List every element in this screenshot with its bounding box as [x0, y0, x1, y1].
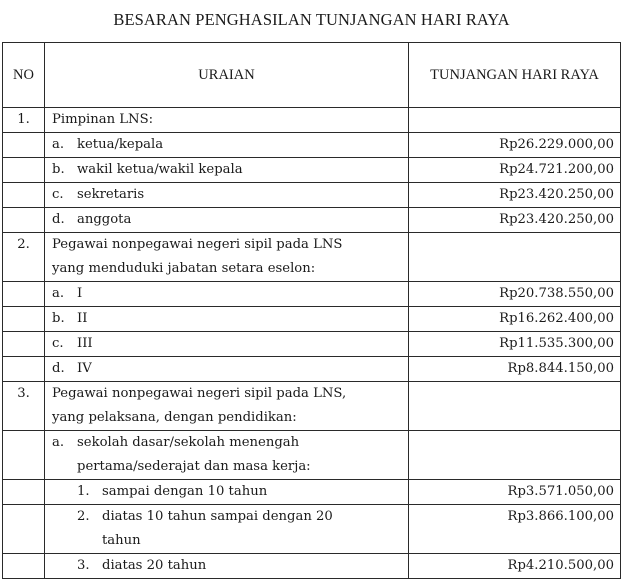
item-text: sekolah dasar/sekolah menengah pertama/sederajat dan masa kerja:: [77, 435, 311, 474]
row-value: Rp16.262.400,00: [409, 307, 621, 332]
row-value: Rp8.844.150,00: [409, 357, 621, 382]
row-description: Pimpinan LNS:: [45, 108, 409, 133]
item-marker: c.: [52, 187, 64, 202]
row-value: Rp23.420.250,00: [409, 183, 621, 208]
item-marker: b.: [52, 162, 65, 177]
row-value: [409, 233, 621, 282]
item-text: sekretaris: [77, 187, 145, 202]
row-value: [409, 382, 621, 431]
row-number: [3, 133, 45, 158]
table-row: [3, 108, 621, 133]
header-no: NO: [3, 43, 45, 108]
row-value: Rp26.229.000,00: [409, 133, 621, 158]
row-value: [409, 108, 621, 133]
row-number: 3.: [3, 382, 45, 431]
table-row: [3, 183, 621, 208]
row-number: [3, 282, 45, 307]
item-text: I: [77, 286, 83, 301]
item-marker: 1.: [77, 484, 90, 499]
table-row: [3, 158, 621, 183]
row-number: [3, 357, 45, 382]
row-value: Rp4.210.500,00: [409, 554, 621, 579]
row-description: [45, 357, 409, 382]
row-number: [3, 505, 45, 554]
row-description: [45, 158, 409, 183]
row-value: Rp11.535.300,00: [409, 332, 621, 357]
table-row: [3, 208, 621, 233]
row-value: Rp20.738.550,00: [409, 282, 621, 307]
row-description: [45, 332, 409, 357]
table-row: [3, 505, 621, 554]
row-value: Rp3.571.050,00: [409, 480, 621, 505]
row-description: [45, 282, 409, 307]
row-description: [45, 307, 409, 332]
item-marker: b.: [52, 311, 65, 326]
row-description: [45, 133, 409, 158]
table-row: [3, 480, 621, 505]
row-value: Rp24.721.200,00: [409, 158, 621, 183]
item-text: III: [77, 336, 93, 351]
row-number: [3, 332, 45, 357]
table-row: [3, 133, 621, 158]
row-number: [3, 183, 45, 208]
row-number: [3, 554, 45, 579]
table-row: [3, 233, 621, 282]
item-marker: a.: [52, 286, 65, 301]
row-number: 1.: [3, 108, 45, 133]
item-marker: 3.: [77, 558, 90, 573]
item-marker: d.: [52, 361, 65, 376]
row-description: [45, 208, 409, 233]
item-marker: c.: [52, 336, 64, 351]
item-text: anggota: [77, 212, 132, 227]
row-number: 2.: [3, 233, 45, 282]
item-text: sampai dengan 10 tahun: [102, 484, 268, 499]
item-marker: d.: [52, 212, 65, 227]
row-description: [45, 183, 409, 208]
item-marker: a.: [52, 137, 65, 152]
item-text: II: [77, 311, 88, 326]
row-value: [409, 431, 621, 480]
row-number: [3, 431, 45, 480]
row-description: [45, 431, 409, 480]
table-header-row: [3, 43, 621, 108]
row-description: Pegawai nonpegawai negeri sipil pada LNS yang menduduki jabatan setara eselon:: [45, 233, 409, 282]
item-text: diatas 10 tahun sampai dengan 20 tahun: [102, 509, 333, 548]
row-description: Pegawai nonpegawai negeri sipil pada LNS, yang pelaksana, dengan pendidikan:: [45, 382, 409, 431]
header-tunjangan: TUNJANGAN HARI RAYA: [409, 43, 621, 108]
row-description: [45, 505, 409, 554]
document-title: BESARAN PENGHASILAN TUNJANGAN HARI RAYA: [113, 10, 510, 29]
item-text: wakil ketua/wakil kepala: [77, 162, 243, 177]
row-number: [3, 307, 45, 332]
row-value: Rp3.866.100,00: [409, 505, 621, 554]
item-marker: a.: [52, 435, 65, 450]
table-row: [3, 307, 621, 332]
row-number: [3, 208, 45, 233]
row-description: [45, 480, 409, 505]
row-number: [3, 480, 45, 505]
item-text: ketua/kepala: [77, 137, 164, 152]
row-value: Rp23.420.250,00: [409, 208, 621, 233]
item-text: diatas 20 tahun: [102, 558, 207, 573]
row-description: [45, 554, 409, 579]
row-number: [3, 158, 45, 183]
item-marker: 2.: [77, 509, 90, 524]
table-row: [3, 554, 621, 579]
item-text: IV: [77, 361, 92, 376]
table-row: [3, 332, 621, 357]
table-row: [3, 282, 621, 307]
table-row: [3, 431, 621, 480]
tunjangan-table: [2, 42, 621, 579]
table-row: [3, 382, 621, 431]
header-uraian: URAIAN: [45, 43, 409, 108]
table-row: [3, 357, 621, 382]
